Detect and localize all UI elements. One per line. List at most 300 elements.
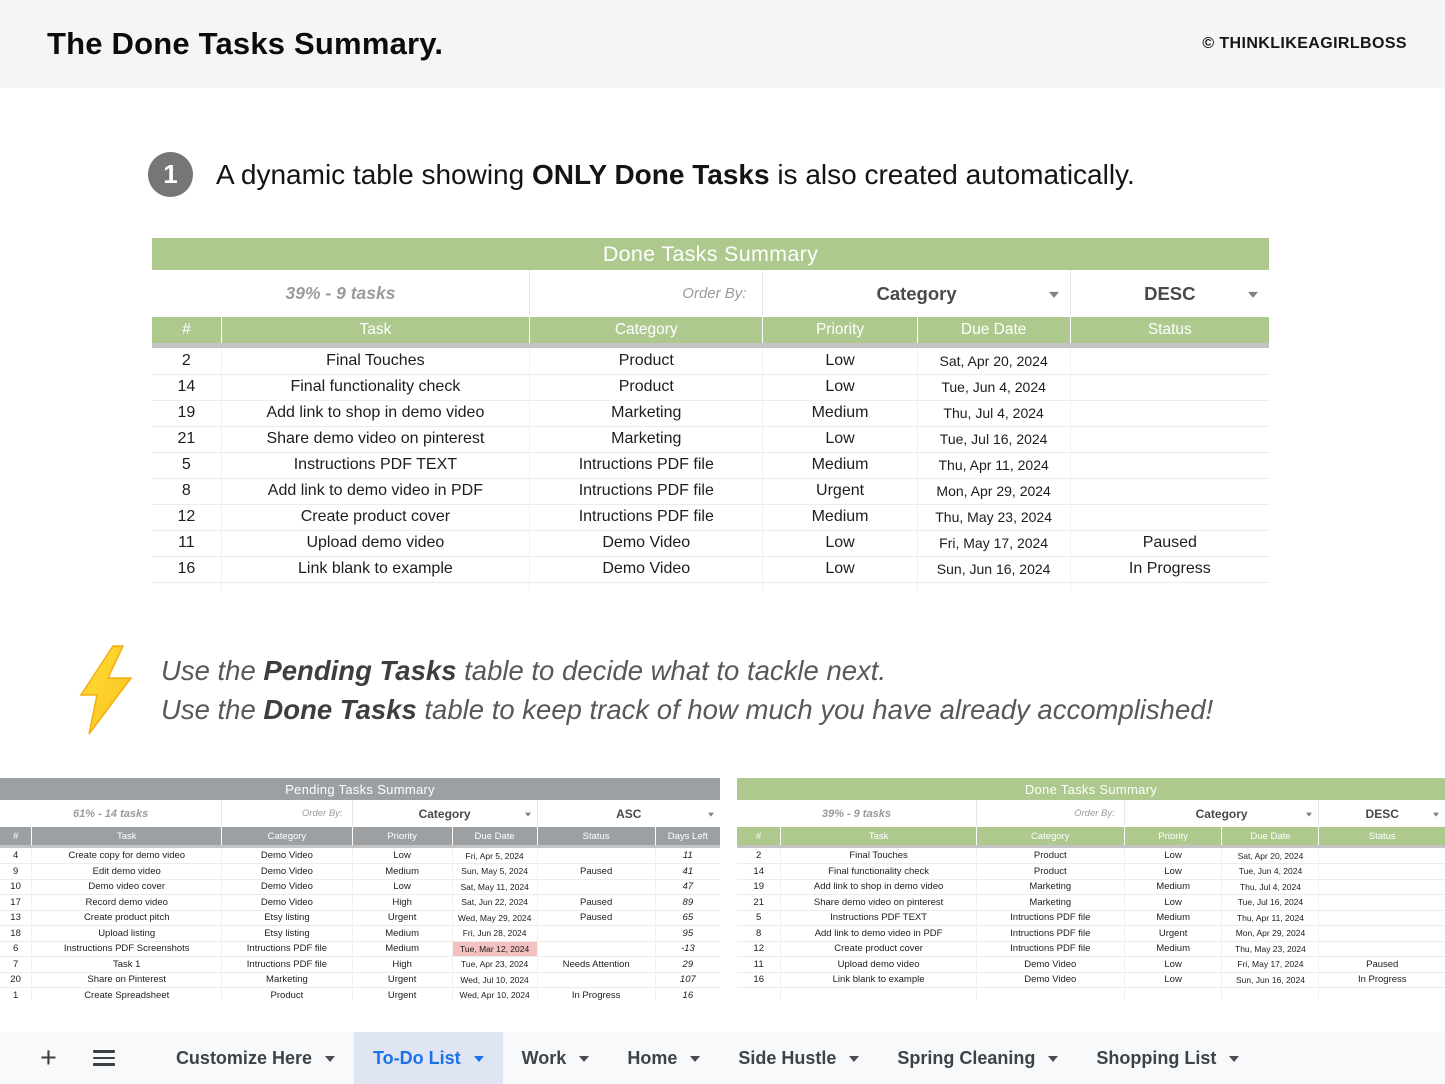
column-header: Status	[1319, 827, 1445, 845]
column-header: Task	[221, 317, 529, 343]
table-cell: Needs Attention	[537, 957, 655, 973]
tip-callout	[76, 645, 1213, 735]
sheet-tab-strip	[157, 1032, 1258, 1084]
table-cell: Medium	[352, 926, 452, 942]
table-cell	[1222, 988, 1319, 1001]
table-cell: Record demo video	[32, 895, 222, 911]
table-cell: Medium	[763, 504, 917, 530]
table-row	[737, 972, 1445, 988]
order-by-label: Order By:	[222, 800, 352, 827]
all-sheets-menu-icon[interactable]	[93, 1050, 115, 1066]
sheet-tab-spring-cleaning[interactable]	[878, 1032, 1077, 1084]
overdue-date-cell: Tue, Mar 12, 2024	[452, 941, 537, 957]
column-header: Category	[222, 827, 352, 845]
chevron-down-icon	[325, 1056, 335, 1062]
table-cell: Sun, May 5, 2024	[452, 864, 537, 880]
sheet-tab-customize-here[interactable]	[157, 1032, 354, 1084]
table-cell: Intructions PDF file	[530, 478, 763, 504]
table-row	[737, 848, 1445, 864]
table-cell: Demo Video	[530, 556, 763, 582]
table-cell: -13	[655, 941, 720, 957]
table-cell: Etsy listing	[222, 926, 352, 942]
table-cell: Paused	[537, 895, 655, 911]
table-cell: Low	[763, 426, 917, 452]
table-cell: 11	[152, 530, 221, 556]
table-cell: 13	[0, 910, 32, 926]
table-cell: Create product cover	[781, 941, 976, 957]
table-cell	[537, 926, 655, 942]
table-cell	[1319, 910, 1445, 926]
table-cell: Low	[1124, 848, 1222, 864]
table-cell: Sat, Apr 20, 2024	[1222, 848, 1319, 864]
column-header: Task	[781, 827, 976, 845]
table-cell: Paused	[537, 864, 655, 880]
table-cell: Demo Video	[222, 879, 352, 895]
table-cell	[737, 988, 781, 1001]
order-direction-dropdown[interactable]	[1319, 800, 1445, 827]
tip-line1-bold: Pending Tasks	[263, 655, 457, 686]
table-cell: Marketing	[976, 879, 1124, 895]
table-cell: Low	[763, 374, 917, 400]
table-cell: In Progress	[1319, 972, 1445, 988]
table-cell: Medium	[763, 400, 917, 426]
progress-stat: 39% - 9 tasks	[737, 800, 976, 827]
column-header: Status	[537, 827, 655, 845]
table-cell: Marketing	[976, 895, 1124, 911]
table-cell: Intructions PDF file	[530, 504, 763, 530]
lightning-bolt-icon	[76, 645, 136, 735]
table-cell: Share on Pinterest	[32, 972, 222, 988]
dropdown-arrow-icon	[708, 812, 714, 816]
table-cell: 95	[655, 926, 720, 942]
table-cell: Tue, Apr 23, 2024	[452, 957, 537, 973]
column-header: Priority	[352, 827, 452, 845]
done-tasks-summary-table-main	[152, 238, 1269, 590]
table-cell: Fri, May 17, 2024	[917, 530, 1070, 556]
tip-line1-prefix: Use the	[161, 655, 264, 686]
table-row	[737, 957, 1445, 973]
order-by-label: Order By:	[530, 270, 763, 317]
column-header: Due Date	[917, 317, 1070, 343]
sheet-tab-label: Work	[521, 1047, 567, 1068]
table-cell: Instructions PDF Screenshots	[32, 941, 222, 957]
step-number-badge: 1	[148, 152, 193, 197]
table-cell	[1319, 879, 1445, 895]
table-cell: Demo video cover	[32, 879, 222, 895]
step-text-prefix: A dynamic table showing	[216, 158, 532, 190]
table-cell: Paused	[537, 910, 655, 926]
table-cell: Add link to demo video in PDF	[221, 478, 529, 504]
table-cell: Edit demo video	[32, 864, 222, 880]
dropdown-arrow-icon	[525, 812, 531, 816]
table-cell: Intructions PDF file	[976, 926, 1124, 942]
table-cell: Create product cover	[221, 504, 529, 530]
tip-line-2	[161, 690, 1213, 729]
table-cell: Urgent	[763, 478, 917, 504]
step-text-bold: ONLY Done Tasks	[531, 158, 770, 190]
table-cell: Medium	[1124, 879, 1222, 895]
table-row-empty	[152, 582, 1269, 590]
table-row	[0, 864, 720, 880]
table-cell: Low	[352, 848, 452, 864]
table-cell: Wed, Apr 10, 2024	[452, 988, 537, 1001]
table-cell: 41	[655, 864, 720, 880]
table-cell: 11	[655, 848, 720, 864]
table-row	[0, 926, 720, 942]
table-cell	[976, 988, 1124, 1001]
table-cell	[1319, 895, 1445, 911]
table-row	[152, 348, 1269, 374]
table-row	[737, 910, 1445, 926]
table-cell: Low	[1124, 957, 1222, 973]
table-row	[152, 400, 1269, 426]
table-cell: 21	[152, 426, 221, 452]
table-cell: Demo Video	[222, 848, 352, 864]
table-cell	[1070, 582, 1269, 590]
order-direction-value: ASC	[616, 806, 642, 821]
order-by-value: Category	[876, 282, 957, 304]
table-cell: Urgent	[352, 972, 452, 988]
table-cell: Demo Video	[976, 972, 1124, 988]
chevron-down-icon	[690, 1056, 700, 1062]
table-cell: Low	[763, 530, 917, 556]
page-title: The Done Tasks Summary.	[47, 26, 444, 61]
order-by-dropdown[interactable]	[763, 270, 1070, 317]
dropdown-arrow-icon	[1248, 291, 1258, 297]
table-cell: 16	[152, 556, 221, 582]
table-cell: 89	[655, 895, 720, 911]
sheet-tab-label: Customize Here	[175, 1047, 312, 1068]
table-row	[737, 941, 1445, 957]
table-cell: Final functionality check	[221, 374, 529, 400]
table-cell	[1070, 504, 1269, 530]
table-cell: 6	[0, 941, 32, 957]
column-header: Status	[1070, 317, 1269, 343]
table-cell: Intructions PDF file	[976, 941, 1124, 957]
table-cell: 5	[737, 910, 781, 926]
table-cell: Add link to shop in demo video	[221, 400, 529, 426]
table-cell	[1070, 452, 1269, 478]
table-cell	[1319, 926, 1445, 942]
table-cell: 47	[655, 879, 720, 895]
table-cell: 17	[0, 895, 32, 911]
table-cell: Marketing	[530, 426, 763, 452]
table-cell: 2	[737, 848, 781, 864]
table-cell: Mon, Apr 29, 2024	[1222, 926, 1319, 942]
table-cell: Upload listing	[32, 926, 222, 942]
table-cell: Low	[763, 556, 917, 582]
table-row	[0, 879, 720, 895]
order-direction-dropdown[interactable]	[537, 800, 720, 827]
order-direction-value: DESC	[1144, 282, 1196, 304]
table-cell: Sun, Jun 16, 2024	[917, 556, 1070, 582]
table-row	[0, 848, 720, 864]
table-cell: Urgent	[1124, 926, 1222, 942]
table-cell: Demo Video	[530, 530, 763, 556]
table-cell	[537, 972, 655, 988]
table-cell: Low	[1124, 972, 1222, 988]
table-cell	[1319, 848, 1445, 864]
table-cell: Fri, Jun 28, 2024	[452, 926, 537, 942]
table-row	[737, 926, 1445, 942]
table-cell: Thu, Apr 11, 2024	[1222, 910, 1319, 926]
column-header: Due Date	[1222, 827, 1319, 845]
table-row	[152, 530, 1269, 556]
column-header: Priority	[1124, 827, 1222, 845]
table-cell: Instructions PDF TEXT	[781, 910, 976, 926]
table-cell: Tue, Jun 4, 2024	[917, 374, 1070, 400]
table-cell: Wed, Jul 10, 2024	[452, 972, 537, 988]
table-cell: Demo Video	[976, 957, 1124, 973]
table-cell: Urgent	[352, 988, 452, 1001]
table-title: Done Tasks Summary	[152, 238, 1269, 270]
step-text-suffix: is also created automatically.	[769, 158, 1135, 190]
column-header: Category	[976, 827, 1124, 845]
table-cell: 11	[737, 957, 781, 973]
table-row	[152, 556, 1269, 582]
table-cell: Share demo video on pinterest	[221, 426, 529, 452]
sheet-tab-label: Spring Cleaning	[897, 1047, 1036, 1068]
table-cell	[1319, 864, 1445, 880]
table-cell: 18	[0, 926, 32, 942]
top-banner	[0, 0, 1445, 88]
table-row	[0, 957, 720, 973]
table-cell: 14	[737, 864, 781, 880]
table-cell: 10	[0, 879, 32, 895]
copyright-text: © THINKLIKEAGIRLBOSS	[1202, 35, 1407, 52]
table-cell: Fri, May 17, 2024	[1222, 957, 1319, 973]
table-cell: Paused	[1319, 957, 1445, 973]
table-row	[152, 504, 1269, 530]
table-row	[0, 895, 720, 911]
table-cell	[763, 582, 917, 590]
order-direction-dropdown[interactable]	[1070, 270, 1269, 317]
table-cell	[1070, 374, 1269, 400]
table-cell: Final functionality check	[781, 864, 976, 880]
table-cell: Intructions PDF file	[222, 941, 352, 957]
column-header: #	[0, 827, 32, 845]
table-cell: Medium	[1124, 910, 1222, 926]
table-cell: Medium	[1124, 941, 1222, 957]
table-cell: Thu, Apr 11, 2024	[917, 452, 1070, 478]
table-cell: Low	[352, 879, 452, 895]
table-cell: Task 1	[32, 957, 222, 973]
table-cell: 21	[737, 895, 781, 911]
sheet-tab-label: To-Do List	[372, 1047, 461, 1068]
table-cell: 19	[737, 879, 781, 895]
table-row	[152, 426, 1269, 452]
table-cell: 107	[655, 972, 720, 988]
tip-text	[161, 651, 1213, 729]
dropdown-arrow-icon	[1433, 812, 1439, 816]
table-cell: Instructions PDF TEXT	[221, 452, 529, 478]
done_main-grid	[152, 238, 1269, 590]
table-row	[152, 374, 1269, 400]
table-cell: Fri, Apr 5, 2024	[452, 848, 537, 864]
table-cell: 16	[655, 988, 720, 1001]
table-cell: Thu, May 23, 2024	[1222, 941, 1319, 957]
table-cell: 5	[152, 452, 221, 478]
table-cell: Low	[1124, 895, 1222, 911]
order-by-dropdown[interactable]	[1124, 800, 1319, 827]
table-cell: 65	[655, 910, 720, 926]
table-cell: Link blank to example	[781, 972, 976, 988]
add-sheet-button[interactable]: +	[40, 1041, 57, 1074]
table-cell: Sat, May 11, 2024	[452, 879, 537, 895]
table-cell	[1319, 941, 1445, 957]
table-row	[152, 452, 1269, 478]
table-title: Pending Tasks Summary	[0, 778, 720, 800]
table-cell: Sat, Jun 22, 2024	[452, 895, 537, 911]
pending-tasks-summary-table	[0, 778, 720, 1000]
table-cell: Product	[530, 374, 763, 400]
table-cell: Tue, Jul 16, 2024	[1222, 895, 1319, 911]
table-cell: Create product pitch	[32, 910, 222, 926]
table-row	[737, 895, 1445, 911]
table-cell: 4	[0, 848, 32, 864]
table-cell: 16	[737, 972, 781, 988]
column-header: #	[737, 827, 781, 845]
table-cell: Intructions PDF file	[530, 452, 763, 478]
table-cell: Medium	[763, 452, 917, 478]
tip-line2-suffix: table to keep track of how much you have already accomplished!	[416, 694, 1214, 725]
table-cell: Tue, Jun 4, 2024	[1222, 864, 1319, 880]
table-cell	[1070, 426, 1269, 452]
sheet-tab-label: Shopping List	[1096, 1047, 1217, 1068]
table-cell: High	[352, 957, 452, 973]
order-by-dropdown[interactable]	[352, 800, 537, 827]
step-callout	[148, 152, 1135, 197]
table-cell: High	[352, 895, 452, 911]
table-cell	[781, 988, 976, 1001]
table-cell: Tue, Jul 16, 2024	[917, 426, 1070, 452]
order-direction-value: DESC	[1365, 806, 1399, 821]
table-cell: Upload demo video	[221, 530, 529, 556]
table-cell: 20	[0, 972, 32, 988]
sheet-tab-label: Side Hustle	[738, 1047, 837, 1068]
order-by-value: Category	[418, 806, 471, 821]
table-cell: Etsy listing	[222, 910, 352, 926]
tip-line2-bold: Done Tasks	[263, 694, 417, 725]
sheet-tab-to-do-list[interactable]	[354, 1032, 503, 1084]
table-cell: Thu, Jul 4, 2024	[917, 400, 1070, 426]
table-cell	[1124, 988, 1222, 1001]
table-cell: Demo Video	[222, 895, 352, 911]
chevron-down-icon	[579, 1056, 589, 1062]
table-cell: Upload demo video	[781, 957, 976, 973]
table-cell: 12	[737, 941, 781, 957]
table-cell: Thu, Jul 4, 2024	[1222, 879, 1319, 895]
table-cell: Sat, Apr 20, 2024	[917, 348, 1070, 374]
table-title: Done Tasks Summary	[737, 778, 1445, 800]
table-cell: Create copy for demo video	[32, 848, 222, 864]
table-cell	[152, 582, 221, 590]
table-row	[737, 879, 1445, 895]
table-cell: Add link to shop in demo video	[781, 879, 976, 895]
table-cell: 12	[152, 504, 221, 530]
done-tasks-summary-table-small	[737, 778, 1445, 1000]
table-cell: Urgent	[352, 910, 452, 926]
table-cell: 14	[152, 374, 221, 400]
table-cell: Sun, Jun 16, 2024	[1222, 972, 1319, 988]
column-header: Task	[32, 827, 222, 845]
column-header: Category	[530, 317, 763, 343]
table-cell: Add link to demo video in PDF	[781, 926, 976, 942]
chevron-down-icon	[849, 1056, 859, 1062]
table-cell: Medium	[352, 941, 452, 957]
table-cell	[537, 848, 655, 864]
sheet-tab-work[interactable]	[503, 1032, 609, 1084]
table-cell: 1	[0, 988, 32, 1001]
table-cell: Paused	[1070, 530, 1269, 556]
table-cell: 7	[0, 957, 32, 973]
table-cell: 19	[152, 400, 221, 426]
sheet-tab-bar	[0, 1032, 1445, 1084]
dropdown-arrow-icon	[1306, 812, 1312, 816]
order-by-label: Order By:	[976, 800, 1124, 827]
table-cell: Wed, May 29, 2024	[452, 910, 537, 926]
step-text	[216, 159, 1135, 191]
table-row	[737, 864, 1445, 880]
table-cell: 9	[0, 864, 32, 880]
table-cell: Thu, May 23, 2024	[917, 504, 1070, 530]
table-cell: 8	[737, 926, 781, 942]
tip-line1-suffix: table to decide what to tackle next.	[456, 655, 887, 686]
table-cell: Marketing	[222, 972, 352, 988]
table-cell: Demo Video	[222, 864, 352, 880]
table-row	[152, 478, 1269, 504]
table-cell: Product	[976, 848, 1124, 864]
table-cell: Low	[1124, 864, 1222, 880]
table-cell: 8	[152, 478, 221, 504]
table-cell: Medium	[352, 864, 452, 880]
progress-stat: 39% - 9 tasks	[152, 270, 530, 317]
sheet-tab-side-hustle[interactable]	[719, 1032, 878, 1084]
table-row	[0, 972, 720, 988]
table-cell	[1070, 348, 1269, 374]
table-cell	[1319, 988, 1445, 1001]
done_small-grid	[737, 778, 1445, 1000]
table-cell: In Progress	[537, 988, 655, 1001]
table-cell	[537, 941, 655, 957]
table-row	[0, 988, 720, 1001]
table-cell: In Progress	[1070, 556, 1269, 582]
pending_small-grid	[0, 778, 720, 1000]
chevron-down-icon	[1229, 1056, 1239, 1062]
table-cell: Mon, Apr 29, 2024	[917, 478, 1070, 504]
table-cell: Marketing	[530, 400, 763, 426]
tip-line2-prefix: Use the	[161, 694, 264, 725]
table-cell: 29	[655, 957, 720, 973]
sheet-tab-home[interactable]	[608, 1032, 719, 1084]
order-by-value: Category	[1195, 806, 1248, 821]
chevron-down-icon	[1048, 1056, 1058, 1062]
table-cell: Product	[530, 348, 763, 374]
sheet-tab-shopping-list[interactable]	[1077, 1032, 1258, 1084]
sheet-tab-label: Home	[627, 1047, 678, 1068]
table-cell: Intructions PDF file	[976, 910, 1124, 926]
column-header: Priority	[763, 317, 917, 343]
dropdown-arrow-icon	[1049, 291, 1059, 297]
table-cell	[530, 582, 763, 590]
table-cell: 2	[152, 348, 221, 374]
table-cell: Intructions PDF file	[222, 957, 352, 973]
table-cell: Product	[222, 988, 352, 1001]
column-header: Days Left	[655, 827, 720, 845]
table-cell: Share demo video on pinterest	[781, 895, 976, 911]
chevron-down-icon	[474, 1056, 484, 1062]
table-row	[0, 910, 720, 926]
